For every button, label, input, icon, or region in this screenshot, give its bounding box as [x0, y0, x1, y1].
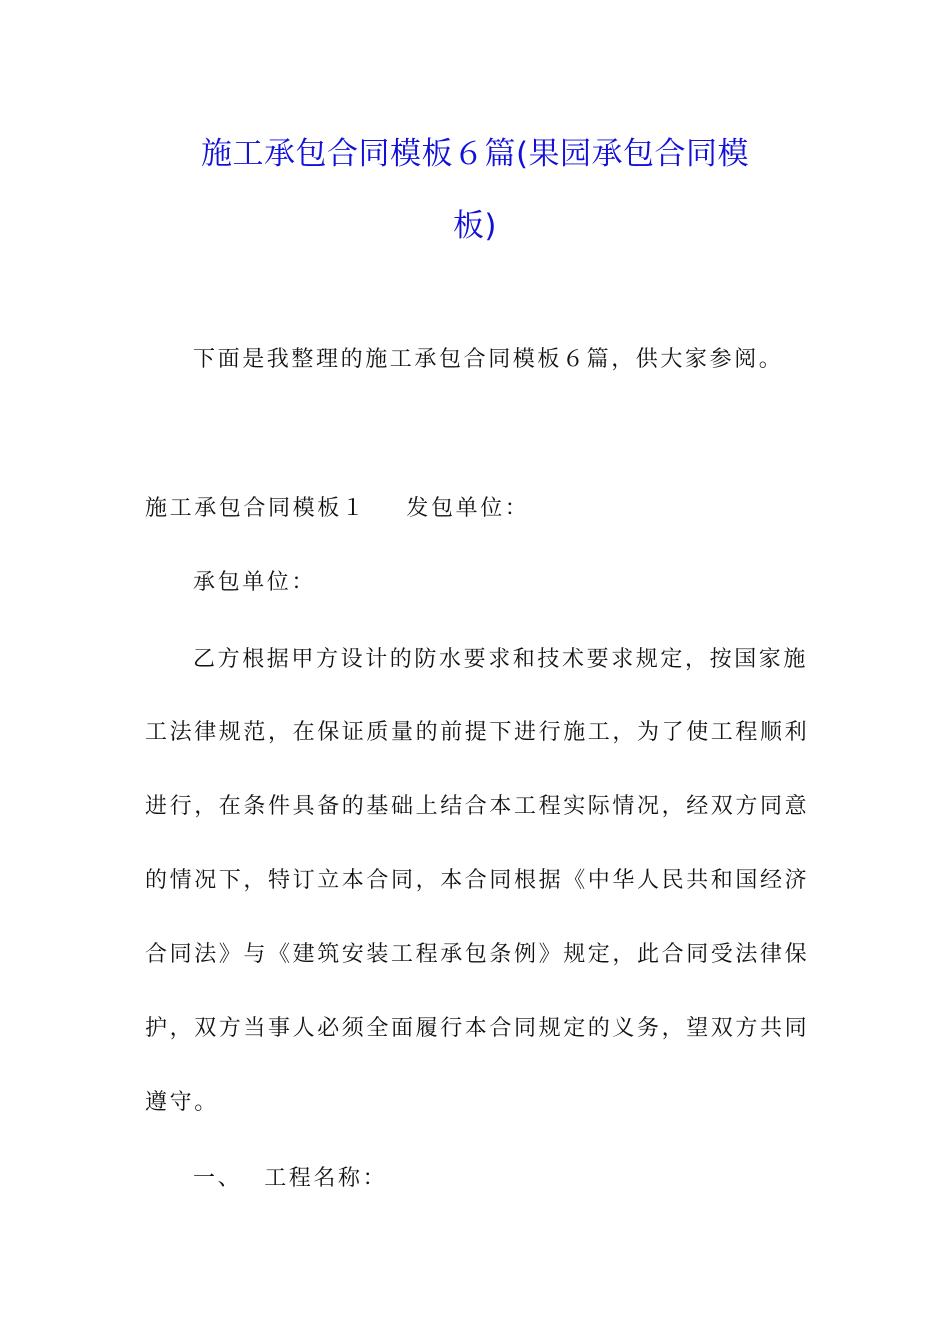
item-label: 工程名称：	[264, 1166, 388, 1191]
document-title-line-1: 施工承包合同模板６篇(果园承包合同模	[200, 136, 750, 172]
paragraph-line-2: 工法律规范，在保证质量的前提下进行施工，为了使工程顺利	[145, 720, 810, 745]
issuer-label: 发包单位：	[406, 496, 530, 521]
paragraph-line-1: 乙方根据甲方设计的防水要求和技术要求规定，按国家施	[193, 647, 809, 672]
item-number: 一、	[193, 1166, 243, 1191]
section-heading-row	[145, 494, 810, 524]
contractor-label: 承包单位：	[193, 570, 317, 595]
paragraph-line-6: 护，双方当事人必须全面履行本合同规定的义务，望双方共同	[145, 1016, 810, 1041]
paragraph-line-5: 合同法》与《建筑安装工程承包条例》规定，此合同受法律保	[145, 942, 810, 967]
paragraph-line-4: 的情况下，特订立本合同，本合同根据《中华人民共和国经济	[145, 868, 810, 893]
item-row	[193, 1164, 858, 1194]
section-heading: 施工承包合同模板１	[145, 496, 367, 521]
paragraph-line-3: 进行，在条件具备的基础上结合本工程实际情况，经双方同意	[145, 794, 810, 819]
document-title-line-2: 板)	[452, 208, 498, 244]
paragraph-line-7: 遵守。	[145, 1090, 219, 1115]
intro-paragraph: 下面是我整理的施工承包合同模板６篇，供大家参阅。	[193, 347, 784, 372]
